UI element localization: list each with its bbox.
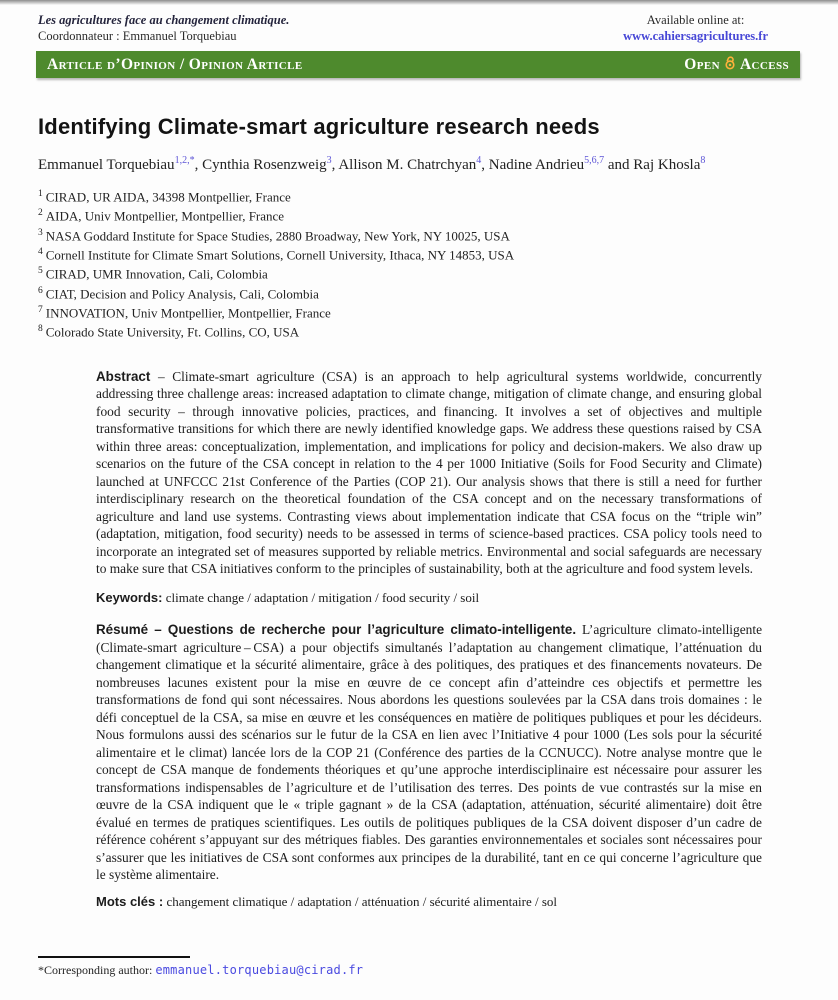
affiliation-item [38,205,838,224]
keywords-line [96,589,762,607]
affiliation-item [38,244,838,263]
affiliation-number: 2 [38,208,43,219]
author-pre: and [604,157,634,173]
available-online-block [623,12,768,44]
keywords-label: Keywords: [96,589,163,605]
article-type-label: Article d’Opinion / Opinion Article [47,55,303,73]
affiliation-number: 7 [38,304,43,315]
open-access-open-label: Open [684,55,720,73]
series-title: Les agricultures face au changement climatique. [38,13,290,27]
page-title: Identifying Climate-smart agriculture research needs [38,114,600,139]
author-affiliation-ref: 8 [700,155,706,166]
affiliation-number: 5 [38,266,43,277]
author-name: Raj Khosla [633,157,701,173]
resume-label: Résumé – Questions de recherche pour l’agriculture climato-intelligente. [96,622,577,638]
author-name: Emmanuel Torquebiau [38,157,175,173]
author-affiliation-ref: 3 [326,155,332,166]
journal-header-left [38,12,289,44]
journal-website-link[interactable]: www.cahiersagricultures.fr [623,29,768,43]
corresponding-author-footnote [38,956,363,978]
affiliation-item [38,186,838,205]
article-type-banner [36,51,800,78]
affiliation-item [38,283,838,302]
available-online-label: Available online at: [646,13,745,27]
mots-cles-label: Mots clés : [96,893,164,909]
footnote-rule [38,956,190,958]
keywords-text: climate change / adaptation / mitigation / food security / soil [165,589,480,605]
page-top-edge [0,0,838,5]
author-affiliation-ref: 5,6,7 [584,155,605,166]
author-pre: , [481,157,489,173]
author-pre: , [331,157,339,173]
affiliation-text: INNOVATION, Univ Montpellier, Montpellier, France [45,305,331,321]
author-affiliation-ref: 4 [476,155,482,166]
corresponding-author-label: *Corresponding author: [38,963,156,977]
author-name: Cynthia Rosenzweig [202,157,327,173]
affiliation-number: 8 [38,324,43,335]
author-line [38,155,744,176]
affiliation-number: 4 [38,246,43,257]
author-affiliation-ref: 1,2,* [174,155,195,166]
affiliation-text: CIRAD, UR AIDA, 34398 Montpellier, France [45,189,291,205]
resume-section [96,621,762,884]
abstract-label: Abstract [96,368,151,384]
author-pre: , [194,157,203,173]
mots-cles-text: changement climatique / adaptation / atténuation / sécurité alimentaire / sol [166,893,558,909]
affiliation-item [38,321,838,340]
abstract-section [96,368,762,578]
affiliation-text: CIAT, Decision and Policy Analysis, Cali, Colombia [45,285,319,301]
mots-cles-line [96,893,762,911]
journal-header [38,12,838,44]
affiliation-text: NASA Goddard Institute for Space Studies, 2880 Broadway, New York, NY 10025, USA [45,227,510,243]
abstract-text: – Climate-smart agriculture (CSA) is an approach to help agricultural systems worldwide, concurrently addressing three challenge areas: increased adaptation to climate change, mitigation of climate change, and ensuring global food security – through innovative policies, practices, and financing. It involves a set of objectives and multiple transformative transitions for which there are newly identified knowledge gaps. We address these questions raised by CSA within three areas: conceptualization, implementation, and implications for policy and decision-makers. We also draw up scenarios on the future of the CSA concept in relation to the 4 per 1000 Initiative (Soils for Food Security and Climate) launched at UNFCCC 21st Conference of the Parties (COP 21). Our analysis shows that there is still a need for further interdisciplinary research on the theoretical foundation of the CSA concept and on the necessary transformations of agriculture and land use systems. Contrasting views about implementation indicate that CSA focus on the “triple win” (adaptation, mitigation, food security) needs to be assessed in terms of science-based practices. CSA policy tools need to incorporate an integrated set of measures supported by reliable metrics. Environmental and social safeguards are necessary to make sure that CSA initiatives conform to the principles of sustainability, both at the agriculture and food system levels. [96,368,762,577]
open-access-badge [684,54,789,75]
affiliation-number: 1 [38,189,43,199]
corresponding-author-email-link[interactable]: emmanuel.torquebiau@cirad.fr [155,963,364,977]
author-name: Nadine Andrieu [488,157,585,173]
affiliation-text: AIDA, Univ Montpellier, Montpellier, France [45,208,285,224]
affiliation-item [38,225,838,244]
affiliation-list [38,186,838,341]
series-coordinator: Coordonnateur : Emmanuel Torquebiau [38,29,237,43]
open-access-lock-icon [724,55,736,75]
author-name: Allison M. Chatrchyan [338,157,477,173]
affiliation-item [38,302,838,321]
affiliation-text: Colorado State University, Ft. Collins, CO, USA [45,324,300,340]
affiliation-number: 3 [38,227,43,238]
open-access-access-label: Access [739,55,789,73]
affiliation-text: Cornell Institute for Climate Smart Solutions, Cornell University, Ithaca, NY 14853, USA [45,247,515,263]
affiliation-number: 6 [38,285,43,296]
affiliation-item [38,263,838,282]
resume-text: L’agriculture climato-intelligente (Climate-smart agriculture – CSA) a pour objectifs simultanés l’adaptation au changement climatique, l’atténuation du changement climatique et la sécurité alimentaire, grâce à des politiques, des pratiques et des financements novateurs. De nombreuses lacunes existent pour la mise en œuvre de ce concept afin d’atteindre ces objectifs et permettre les transformations de fond qui sont nécessaires. Nous abordons les questions soulevées par la CSA dans trois domaines : le défi conceptuel de la CSA, sa mise en œuvre et les conséquences en matière de politiques publiques et pour les décideurs. Nous formulons aussi des scénarios sur le futur de la CSA en lien avec l’Initiative 4 pour 1000 (Les sols pour la sécurité alimentaire et le climat) lancée lors de la COP 21 (Conférence des parties de la CCNUCC). Notre analyse montre que le concept de CSA manque de fondements théoriques et qu’une approche interdisciplinaire est nécessaire pour assurer les transformations indispensables de l’agriculture et de l’utilisation des terres. Des points de vue contrastés sur la mise en œuvre de la CSA indiquent que le « triple gagnant » de la CSA (adaptation, atténuation, sécurité alimentaire) doit être évalué en termes de pratiques scientifiques. Les outils de politiques publiques de la CSA doivent disposer d’un cadre de référence cohérent s’appuyant sur des métriques fiables. Des garanties environnementales et sociales sont nécessaires pour s’assurer que les initiatives de CSA sont conformes aux principes de la durabilité, tant en ce qui concerne l’agriculture que le système alimentaire. [96,622,763,883]
affiliation-text: CIRAD, UMR Innovation, Cali, Colombia [45,266,268,282]
